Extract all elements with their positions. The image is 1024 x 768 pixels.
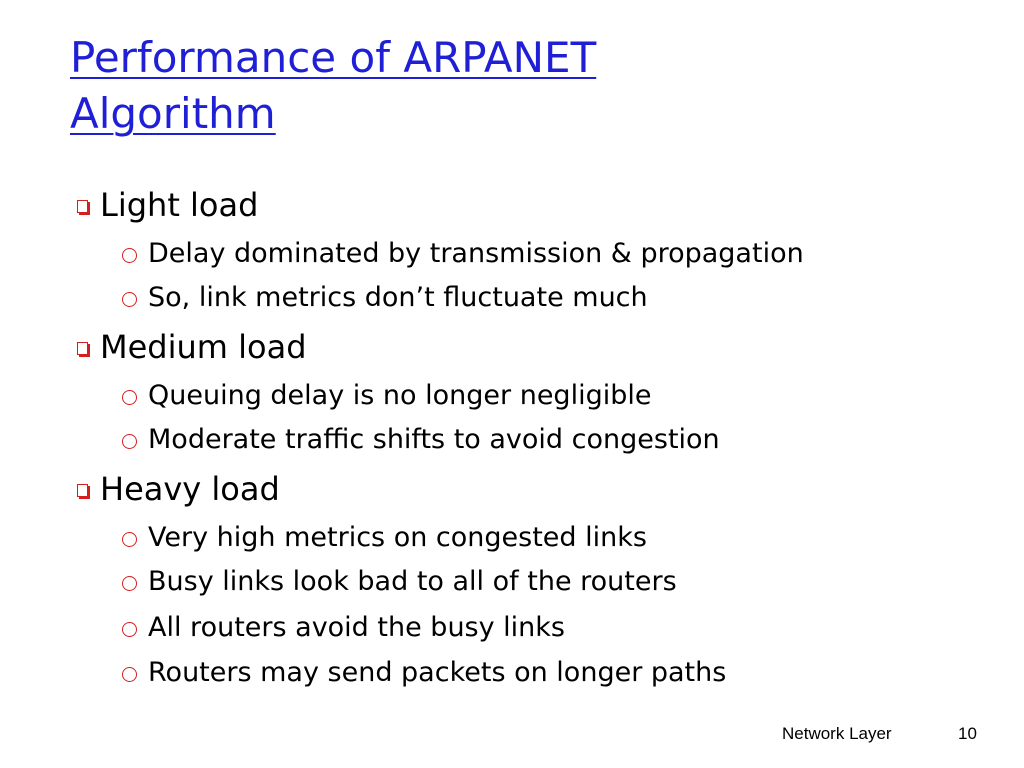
sub-bullet [122, 238, 804, 270]
sub-bullet-text: Delay dominated by transmission & propagation [148, 238, 804, 269]
sub-bullet [122, 657, 726, 689]
square-bullet-icon [77, 484, 88, 497]
bullet-medium-load [77, 329, 307, 365]
square-bullet-icon [77, 342, 88, 355]
circle-bullet-icon [122, 434, 137, 449]
sub-bullet [122, 282, 648, 314]
sub-bullet [122, 522, 647, 554]
bullet-heading: Light load [100, 186, 259, 224]
sub-bullet-text: Routers may send packets on longer paths [148, 657, 727, 688]
circle-bullet-icon [122, 667, 137, 682]
circle-bullet-icon [122, 248, 137, 263]
slide-title-line-1: Performance of ARPANET [70, 33, 597, 82]
sub-bullet-text: All routers avoid the busy links [148, 612, 565, 643]
circle-bullet-icon [122, 576, 137, 591]
square-bullet-icon [77, 200, 88, 213]
sub-bullet [122, 612, 565, 644]
sub-bullet [122, 380, 651, 412]
sub-bullet-text: Queuing delay is no longer negligible [148, 380, 652, 411]
bullet-light-load [77, 187, 258, 223]
page-number: 10 [958, 724, 977, 743]
slide-title-line-2: Algorithm [70, 89, 276, 138]
sub-bullet-text: So, link metrics don’t fluctuate much [148, 282, 648, 313]
footer-label: Network Layer [782, 724, 892, 743]
sub-bullet [122, 424, 720, 456]
sub-bullet [122, 566, 677, 598]
bullet-heading: Medium load [100, 328, 307, 366]
bullet-heading: Heavy load [100, 470, 280, 508]
sub-bullet-text: Busy links look bad to all of the routers [148, 566, 677, 597]
circle-bullet-icon [122, 532, 137, 547]
bullet-heavy-load [77, 471, 280, 507]
circle-bullet-icon [122, 622, 137, 637]
sub-bullet-text: Moderate traffic shifts to avoid congestion [148, 424, 720, 455]
circle-bullet-icon [122, 292, 137, 307]
sub-bullet-text: Very high metrics on congested links [148, 522, 647, 553]
circle-bullet-icon [122, 390, 137, 405]
